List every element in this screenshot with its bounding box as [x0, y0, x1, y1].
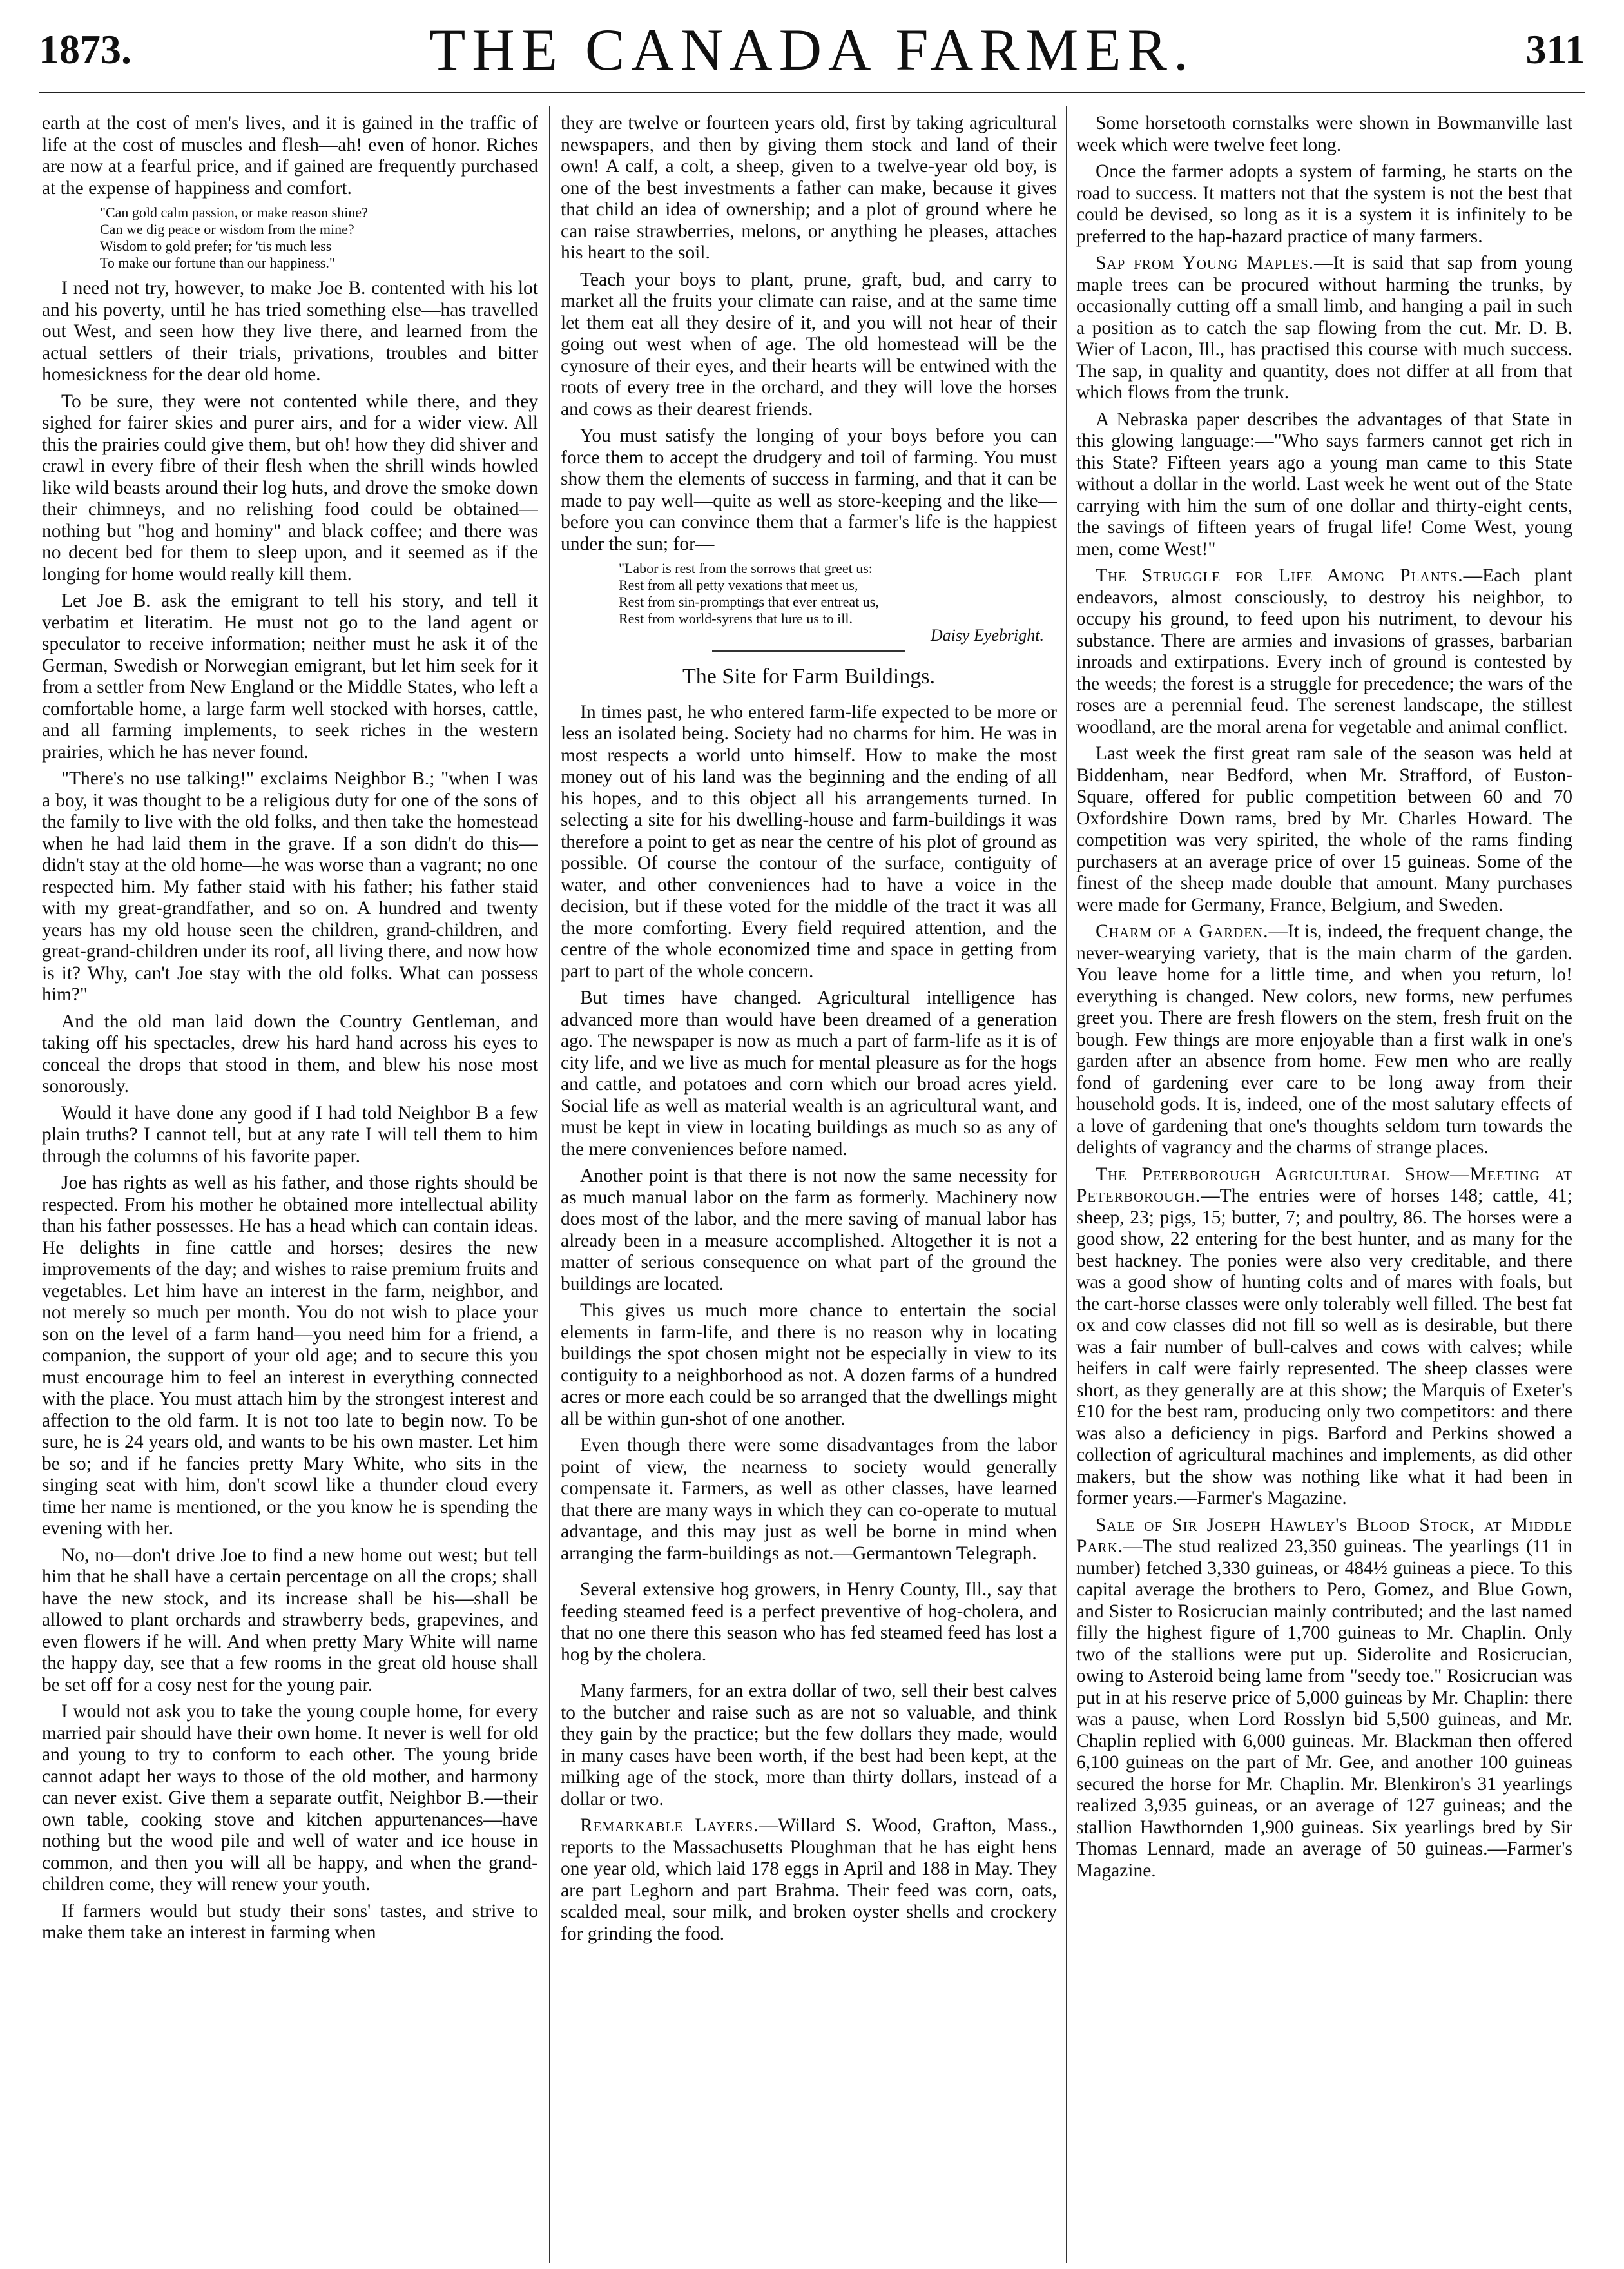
column-right [1076, 113, 1572, 2259]
paragraph: This gives us much more chance to entertain the social elements in farm-life, and there is no reason why in locating buildings the spot chosen might not be especially in view to its contiguity to a neighborhood as not. A dozen farms of a hundred acres or more each could be so arranged that the dwellings might all be within gun-shot of one another. [561, 1300, 1057, 1429]
article-heading: The Site for Farm Buildings. [682, 665, 935, 688]
paragraph: Once the farmer adopts a system of farming, he starts on the road to success. It matters not that the system is not the best that could be devised, so long as it is a system it is infinitely to be preferred to the hap-hazard practice of many farmers. [1076, 161, 1572, 247]
item-lead: Charm of a Garden. [1096, 921, 1269, 942]
paragraph: earth at the cost of men's lives, and it is gained in the traffic of life at the cost of muscles and flesh—ah! even of honor. Riches are now at a fearful price, and if gained are frequently purchased at the expense of happiness and comfort. [42, 113, 538, 199]
item-body: —It is said that sap from young maple trees can be procured without harming the trunks, by occasionally cutting off a small limb, and hanging a pail in such a position as to catch the sap flowing from the cut. Mr. D. B. Wier of Lacon, Ill., has practised this course with much success. The sap, in quality and quantity, does not differ at all from that which flows from the trunk. [1076, 253, 1572, 403]
paragraph: Many farmers, for an extra dollar of two, sell their best calves to the butcher and raise such as are not so valuable, and think they gain by the practice; but the few dollars they made, would in many cases have been worth, if the best had been kept, at the milking age of the stock, more than thirty dollars, instead of a dollar or two. [561, 1680, 1057, 1809]
paragraph: Teach your boys to plant, prune, graft, bud, and carry to market all the fruits your climate can raise, and at the same time let them eat all they desire of it, and you will not hear of their going out west when of age. The old homestead will be the cynosure of their eyes, and their hearts will be entwined with the roots of every tree in the orchard, and they will love the horses and cows as their dearest friends. [561, 269, 1057, 420]
verse-line: Rest from sin-promptings that ever entreat us, [619, 594, 879, 610]
newspaper-title: THE CANADA FARMER. [429, 17, 1195, 83]
verse-quote [100, 204, 538, 271]
column-divider [549, 106, 550, 2263]
column-divider [1066, 106, 1067, 2263]
paragraph: Several extensive hog growers, in Henry County, Ill., say that feeding steamed feed is a perfect preventive of hog-cholera, and that no one there this season who has fed steamed feed has lost a hog by the cholera. [561, 1579, 1057, 1665]
paragraph: To be sure, they were not contented while there, and they sighed for fairer skies and purer airs, and for a wider view. All this the prairies could give them, but oh! how they did shiver and crawl in every fibre of their flesh when the shrill winds howled like wild beasts around their log huts, and drove the smoke down their chimneys, and no relishing food could be obtained—nothing but "hog and hominy" and black coffee; and there was no decent bed for them to sleep upon, and it seemed as if the longing for home would really kill them. [42, 391, 538, 585]
paragraph [561, 1815, 1057, 1945]
paragraph: Another point is that there is not now the same necessity for as much manual labor on the farm as formerly. Machinery now does most of the labor, and the mere saving of manual labor has already been in a measure accomplished. Altogether it is not a matter of serious consequence on what part of the ground the buildings are located. [561, 1165, 1057, 1294]
paragraph: "There's no use talking!" exclaims Neighbor B.; "when I was a boy, it was thought to be a religious duty for one of the sons of the family to live with the old folks, and then take the homestead when he had laid them in the grave. If a son didn't do this—didn't stay at the old home—he was worse than a vagrant; no one respected him. My father staid with his father; his father staid with my great-grandfather, and so on. A hundred and twenty years has my old house seen the children, grand-children, and great-grand-children under its roof, all living there, and now how is it? Why, can't Joe stay with the old folks. What can possess him?" [42, 768, 538, 1005]
paragraph: Last week the first great ram sale of the season was held at Biddenham, near Bedford, when Mr. Strafford, of Euston-Square, offered for public competition between 60 and 70 Oxfordshire Down rams, bred by Mr. Charles Howard. The competition was very spirited, the whole of the rams finding purchasers at an average price of over 15 guineas. Some of the finest of the sheep made double that amount. Many purchases were made for Germany, France, Belgium, and Sweden. [1076, 743, 1572, 915]
verse-line: Rest from world-syrens that lure us to ill. [619, 610, 853, 627]
verse-attribution: Daisy Eyebright. [930, 626, 1044, 645]
item-body: —The entries were of horses 148; cattle, 41; sheep, 23; pigs, 15; butter, 7; and poultry, 86. The horses were a good show, 22 entering for the best hunter, and as many for the best hackney. The ponies were also very creditable, and there was a good show of hunting colts and of mares with foals, but the cart-horse classes were only tolerably well filled. The best fat ox and cow classes did not fill so well as is desirable, but there was a fair number of bull-calves and cows with calves; while heifers in calf were fairly represented. The sheep classes were short, as they generally are at this show; the Marquis of Exeter's £10 for the best ram, producing only two competitors: and there was also a deficiency in pigs. Barford and Perkins showed a collection of agricultural machines and implements, as did other makers, but the show was nothing like what it had been in former years.—Farmer's Magazine. [1076, 1185, 1572, 1508]
page-number: 311 [1525, 26, 1585, 72]
paragraph: Some horsetooth cornstalks were shown in Bowmanville last week which were twelve feet long. [1076, 113, 1572, 155]
item-lead: Remarkable Layers. [580, 1815, 759, 1836]
section-rule [712, 650, 905, 652]
verse-line: "Labor is rest from the sorrows that greet us: [619, 560, 873, 576]
paragraph: Let Joe B. ask the emigrant to tell his story, and tell it verbatim et literatim. He must not go to the land agent or speculator to receive information; neither must he ask it of the German, Swedish or Norwegian emigrant, but let him seek for it from a settler from New England or the Middle States, who left a comfortable home, a large farm well stocked with horses, cattle, and all farming implements, to seek riches in the western prairies, which he has never found. [42, 590, 538, 763]
paragraph [1076, 921, 1572, 1159]
item-lead: The Struggle for Life Among Plants. [1096, 565, 1464, 586]
paragraph: I need not try, however, to make Joe B. contented with his lot and his poverty, until he has tried something else—has travelled out West, and seen how they live there, and learned from the actual settlers of their trials, privations, troubles and bitter homesickness for the dear old home. [42, 278, 538, 385]
paragraph: I would not ask you to take the young couple home, for every married pair should have their own home. It never is well for old and young to try to conform to each other. The young bride cannot adapt her ways to those of the old mother, and harmony can never exist. Give them a separate outfit, Neighbor B.—their own table, cooking stove and kitchen appurtenances—have nothing but the wood pile and well of water and ice house in common, and then you will all be happy, and when the grand-children come, they will renew your youth. [42, 1701, 538, 1894]
paragraph: In times past, he who entered farm-life expected to be more or less an isolated being. Society had no charms for him. He was in most respects a world unto himself. How to make the most money out of his land was the beginning and the ending of all his hopes, and to this object all his arrangements turned. In selecting a site for his dwelling-house and farm-buildings it was therefore a point to get as near the centre of his plot of ground as possible. Of course the contour of the surface, contiguity of water, and other conveniences had to have a voice in the decision, but if these voted for the middle of the tract it was all the more comforting. Every field required attention, and the centre of the whole economized time and space in getting from part to part of the whole concern. [561, 701, 1057, 982]
paragraph: No, no—don't drive Joe to find a new home out west; but tell him that he shall have a certain percentage on all the crops; shall have the new stock, and its increase shall be his—shall be allowed to plant orchards and strawberry beds, grapevines, and even flowers if he will. And when pretty Mary White will name the happy day, see that a few rooms in the great old house shall be set off for a cosy nest for the young pair. [42, 1544, 538, 1695]
paragraph: Joe has rights as well as his father, and those rights should be respected. From his mother he obtained more intellectual ability than his father possesses. He has a head which can contain ideas. He delights in fine cattle and horses; desires the new improvements of the day; and wishes to raise premium fruits and vegetables. Let him have an interest in the farm, neighbor, and not merely so much per month. You do not wish to place your son on the level of a farm hand—you need him for a friend, a companion, the support of your old age; and to secure this you must encourage him to feel an interest in everything connected with the place. You must attach him by the strongest interest and affection to the old farm. It is not too late to begin now. To be sure, he is 24 years old, and wants to be his own master. Let him be so; and if he fancies pretty Mary White, who sits in the singing seat with him, don't scowl like a thunder cloud every time her name is mentioned, or the you know he is spending the evening with her. [42, 1173, 538, 1539]
masthead [39, 13, 1585, 90]
paragraph: And the old man laid down the Country Gentleman, and taking off his spectacles, drew his hard hand across his eyes to conceal the drops that stood in them, and blew his nose most sonorously. [42, 1011, 538, 1096]
verse-line: Rest from all petty vexations that meet us, [619, 577, 858, 593]
verse-line: Can we dig peace or wisdom from the mine? [100, 221, 354, 237]
paragraph: But times have changed. Agricultural intelligence has advanced more than would have been dreamed of a generation ago. The newspaper is now as much a part of farm-life as it is of city life, and we live as much for mental pleasure as for the hogs and cattle, and potatoes and corn which our broad acres yield. Social life as well as material wealth is an agricultural want, and must be kept in view in locating buildings as much so as any of the mere conveniences before named. [561, 988, 1057, 1160]
column-middle [561, 113, 1057, 2259]
masthead-rule [39, 92, 1585, 93]
item-body: —Willard S. Wood, Grafton, Mass., reports to the Massachusetts Ploughman that he has eight hens one year old, which laid 178 eggs in April and 188 in May. They are part Leghorn and part Brahma. Their feed was corn, oats, scalded meal, sour milk, and broken oyster shells and crockery for grinding the food. [561, 1815, 1057, 1944]
verse-line: "Can gold calm passion, or make reason shine? [100, 204, 368, 220]
paragraph: You must satisfy the longing of your boys before you can force them to accept the drudgery and toil of farming. You must show them the elements of success in farming, and that it can be made to pay well—quite as well as store-keeping and the like—before you can convince them that a farmer's life is the happiest under the sun; for— [561, 425, 1057, 554]
item-lead: Sap from Young Maples. [1096, 253, 1315, 273]
paragraph: If farmers would but study their sons' tastes, and strive to make them take an interest in farming when [42, 1900, 538, 1943]
item-body: —It is, indeed, the frequent change, the never-wearying variety, that is the main charm of the garden. You leave home for a little time, and when you return, lo! everything is changed. New colors, new forms, new perfumes greet you. There are fresh flowers on the stem, fresh fruit on the bough. Few things are more enjoyable than a first walk in one's garden after an absence from home. Few men who are really fond of gardening ever care to be long away from their household gods. It is, indeed, one of the most salutary effects of a love of gardening that one's thoughts seldom turn towards the delights of vagrancy and the charms of strange places. [1076, 921, 1572, 1158]
paragraph [1076, 565, 1572, 738]
item-body: —The stud realized 23,350 guineas. The yearlings (11 in number) fetched 3,330 guineas, or 484½ guineas a piece. To this capital average the brothers to Pero, Gomez, and Blue Gown, and Sister to Rosicrucian mainly contributed; and the last named filly the highest figure of 1,700 guineas to Mr. Chaplin. Only two of the stallions were put up. Siderolite and Rosicrucian, owing to Asteroid being lame from "seedy toe." Rosicrucian was put in at his reserve price of 5,000 guineas by Mr. Chaplin: there was a pause, when Lord Rosslyn bid 5,500 guineas, and Mr. Chaplin replied with 6,000 guineas. Mr. Blackman then offered 6,100 guineas on the part of Mr. Gee, and another 100 guineas secured the horse for Mr. Chaplin. Mr. Blenkiron's 31 yearlings realized 3,935 guineas, or an average of 127 guineas; and the stallion Hawthornden 1,900 guineas. Six yearlings bred by Sir Thomas Lennard, made an average of 50 guineas.—Farmer's Magazine. [1076, 1536, 1572, 1881]
item-lead: Sale of Sir Joseph Hawley's Blood Stock, at Middle Park. [1076, 1514, 1572, 1557]
paragraph [1076, 253, 1572, 404]
paragraph: Would it have done any good if I had told Neighbor B a few plain truths? I cannot tell, but at any rate I will tell them to him through the columns of his favorite paper. [42, 1102, 538, 1167]
paragraph: Even though there were some disadvantages from the labor point of view, the nearness to society would generally compensate it. Farmers, as well as other classes, have learned that there are many ways in which they can co-operate to mutual advantage, and this may just as well be borne in mind when arranging the farm-buildings as not.—Germantown Telegraph. [561, 1435, 1057, 1564]
item-body: —Each plant endeavors, almost consciously, to destroy his neighbor, to occupy his ground, to feed upon his nutriment, to devour his substance. There are armies and invasions of grasses, barbarian inroads and extirpations. Every inch of ground is contested by the weeds; the forest is a struggle for precedence; the wars of the roses are a perennial feud. The serenest landscape, the stillest woodland, are the moral arena for vegetable and animal conflict. [1076, 565, 1572, 737]
column-left [42, 113, 538, 2259]
issue-year: 1873. [39, 26, 131, 72]
verse-line: Wisdom to gold prefer; for 'tis much less [100, 238, 332, 254]
item-lead: The Peterborough Agricultural Show—Meeting at Peterborough. [1076, 1164, 1572, 1206]
verse-line: To make our fortune than our happiness." [100, 255, 335, 271]
verse-quote [619, 560, 1057, 644]
paragraph: A Nebraska paper describes the advantages of that State in this glowing language:—"Who says farmers cannot get rich in this State? Fifteen years ago a young man came to this State without a dollar in the world. Last week he went out of the State carrying with him the sum of one dollar and thirty-eight cents, the savings of fifteen years of frugal life! Come West, young men, come West!" [1076, 409, 1572, 560]
paragraph [1076, 1515, 1572, 1882]
paragraph [1076, 1164, 1572, 1510]
paragraph: they are twelve or fourteen years old, first by taking agricultural newspapers, and then by giving them stock and land of their own! A calf, a colt, a sheep, given to a twelve-year old boy, is one of the best investments a father can make, because it gives that child an idea of ownership; and a plot of ground where he can raise strawberries, melons, or anything he pleases, attaches his heart to the soil. [561, 113, 1057, 263]
